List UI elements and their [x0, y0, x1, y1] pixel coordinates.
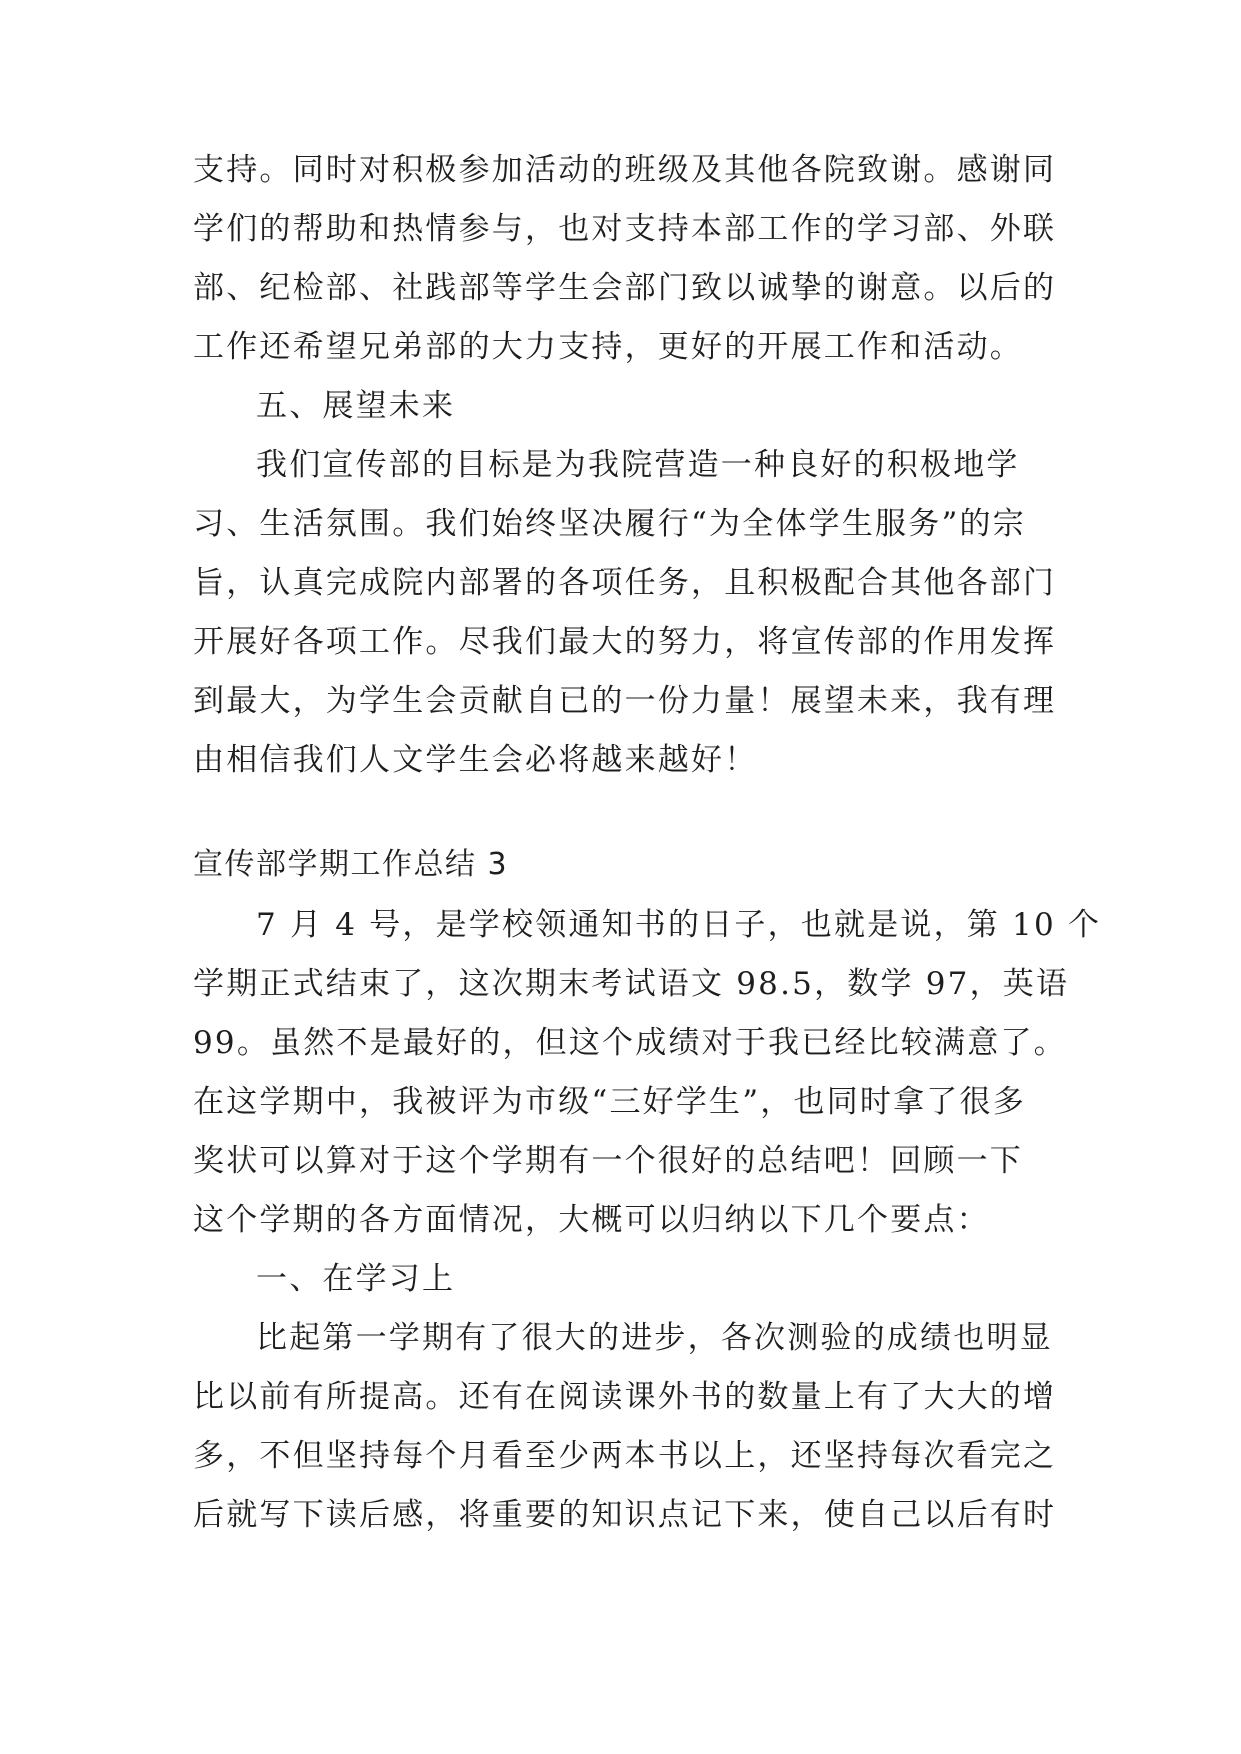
- paragraph-line: 后就写下读后感，将重要的知识点记下来，使自己以后有时: [193, 1497, 1057, 1533]
- paragraph-line: 学们的帮助和热情参与，也对支持本部工作的学习部、外联: [193, 211, 1057, 247]
- paragraph-line: 部、纪检部、社践部等学生会部门致以诚挚的谢意。以后的: [193, 270, 1057, 306]
- section-heading: 五、展望未来: [256, 388, 456, 424]
- document-title: 宣传部学期工作总结 3: [193, 847, 509, 882]
- paragraph-line: 比以前有所提高。还有在阅读课外书的数量上有了大大的增: [193, 1379, 1057, 1415]
- paragraph-line: 比起第一学期有了很大的进步，各次测验的成绩也明显: [256, 1320, 1053, 1356]
- paragraph-line: 工作还希望兄弟部的大力支持，更好的开展工作和活动。: [193, 329, 1023, 365]
- paragraph-line: 到最大，为学生会贡献自已的一份力量！展望未来，我有理: [193, 683, 1057, 719]
- section-heading: 一、在学习上: [256, 1261, 456, 1297]
- paragraph-line: 由相信我们人文学生会必将越来越好！: [193, 742, 758, 778]
- paragraph-line: 习、生活氛围。我们始终坚决履行“为全体学生服务”的宗: [193, 506, 1026, 542]
- paragraph-line: 支持。同时对积极参加活动的班级及其他各院致谢。感谢同: [193, 152, 1057, 188]
- paragraph-line: 7 月 4 号，是学校领通知书的日子，也就是说，第 10 个: [256, 907, 1102, 943]
- paragraph-line: 99。虽然不是最好的，但这个成绩对于我已经比较满意了。: [193, 1025, 1067, 1061]
- paragraph-line: 开展好各项工作。尽我们最大的努力，将宣传部的作用发挥: [193, 624, 1057, 660]
- paragraph-line: 奖状可以算对于这个学期有一个很好的总结吧！回顾一下: [193, 1143, 1023, 1179]
- paragraph-line: 学期正式结束了，这次期末考试语文 98.5，数学 97，英语: [193, 966, 1070, 1002]
- paragraph-line: 这个学期的各方面情况，大概可以归纳以下几个要点：: [193, 1202, 990, 1238]
- paragraph-line: 在这学期中，我被评为市级“三好学生”，也同时拿了很多: [193, 1084, 1026, 1120]
- paragraph-line: 多，不但坚持每个月看至少两本书以上，还坚持每次看完之: [193, 1438, 1057, 1474]
- paragraph-line: 我们宣传部的目标是为我院营造一种良好的积极地学: [256, 447, 1020, 483]
- paragraph-line: 旨，认真完成院内部署的各项任务，且积极配合其他各部门: [193, 565, 1057, 601]
